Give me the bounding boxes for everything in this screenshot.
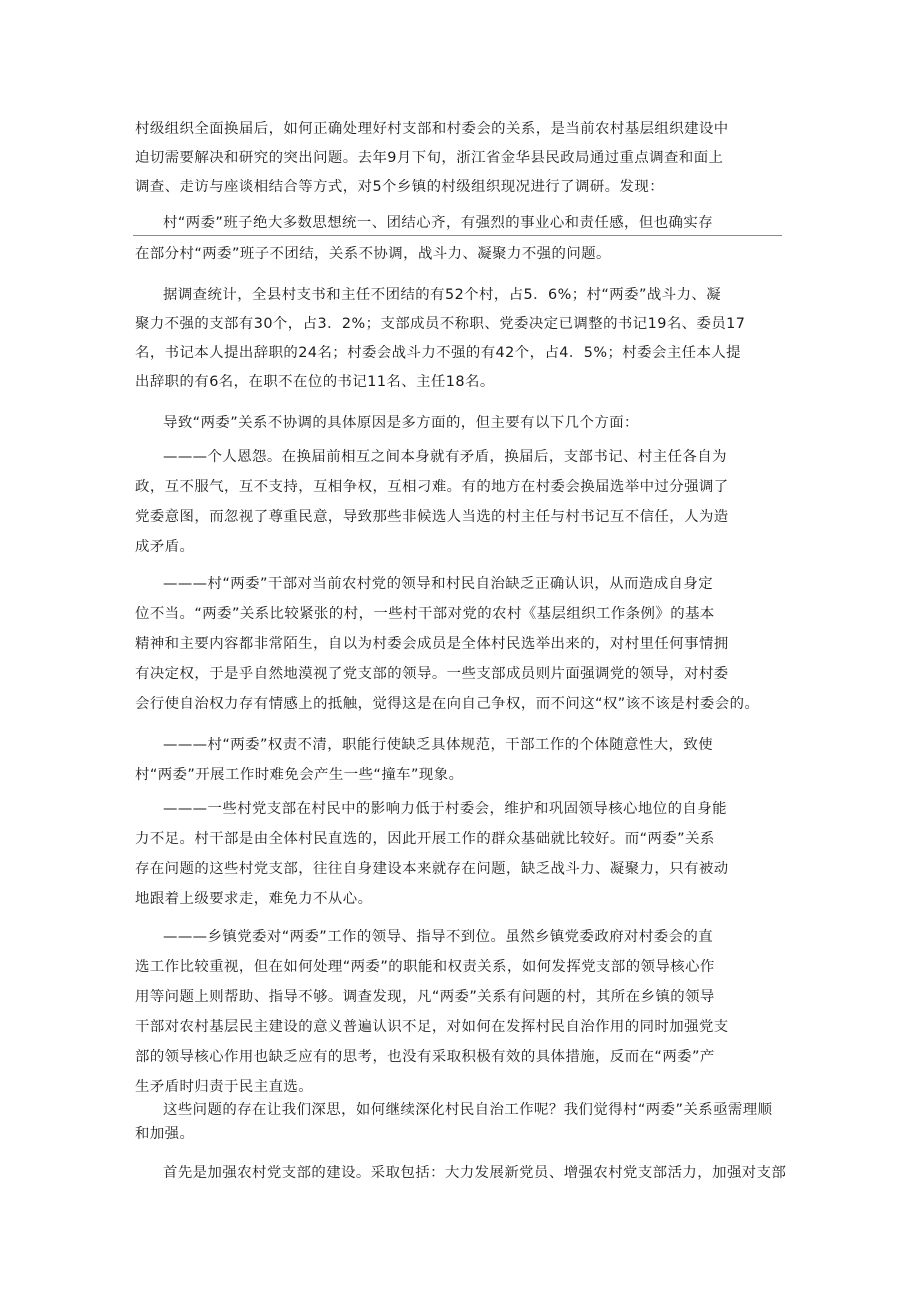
paragraph-line: 和加强。: [135, 1126, 195, 1142]
paragraph-line: 地跟着上级要求走，难免力不从心。: [135, 891, 373, 907]
paragraph-line: ———一些村党支部在村民中的影响力低于村委会，维护和巩固领导核心地位的自身能: [163, 801, 727, 817]
paragraph-line: 在部分村“两委”班子不团结，关系不协调，战斗力、凝聚力不强的问题。: [135, 246, 611, 262]
paragraph-line: 村“两委”班子绝大多数思想统一、团结心齐，有强烈的事业心和责任感，但也确实存: [163, 215, 714, 231]
paragraph-line: 选工作比较重视，但在如何处理“两委”的职能和权责关系，如何发挥党支部的领导核心作: [135, 959, 715, 975]
paragraph-line: 首先是加强农村党支部的建设。采取包括：大力发展新党员、增强农村党支部活力，加强对支部: [163, 1165, 787, 1181]
paragraph-line: 迫切需要解决和研究的突出问题。去年9月下旬，浙江省金华县民政局通过重点调查和面上: [135, 150, 724, 166]
paragraph-line: 会行使自治权力存有情感上的抵触，觉得这是在向自己争权，而不问这“权”该不该是村委会的。: [135, 696, 760, 712]
paragraph-line: 有决定权，于是乎自然地漠视了党支部的领导。一些支部成员则片面强调党的领导，对村委: [135, 666, 729, 682]
paragraph-line: 干部对农村基层民主建设的意义普遍认识不足，对如何在发挥村民自治作用的同时加强党支: [135, 1019, 729, 1035]
paragraph-line: 生矛盾时归责于民主直选。: [135, 1079, 314, 1095]
horizontal-rule: [133, 235, 782, 236]
paragraph-line: 用等问题上则帮助、指导不够。调查发现，凡“两委”关系有问题的村，其所在乡镇的领导: [135, 989, 715, 1005]
paragraph-line: 村“两委”开展工作时难免会产生一些“撞车”现象。: [135, 767, 464, 783]
paragraph-line: 力不足。村干部是由全体村民直选的，因此开展工作的群众基础就比较好。而“两委”关系: [135, 831, 715, 847]
paragraph-line: 聚力不强的支部有30个，占3．2%；支部成员不称职、党委决定已调整的书记19名、委员17: [135, 316, 746, 332]
paragraph-line: ———村“两委”干部对当前农村党的领导和村民自治缺乏正确认识，从而造成自身定: [163, 576, 714, 592]
paragraph-line: 村级组织全面换届后，如何正确处理好村支部和村委会的关系，是当前农村基层组织建设中: [135, 121, 729, 137]
paragraph-line: 精神和主要内容都非常陌生，自以为村委会成员是全体村民选举出来的，对村里任何事情拥: [135, 636, 729, 652]
paragraph-line: 出辞职的有6名，在职不在位的书记11名、主任18名。: [135, 374, 495, 390]
paragraph-line: 名，书记本人提出辞职的24名；村委会战斗力不强的有42个，占4．5%；村委会主任本人提: [135, 345, 742, 361]
paragraph-line: ———乡镇党委对“两委”工作的领导、指导不到位。虽然乡镇党委政府对村委会的直: [163, 929, 714, 945]
paragraph-line: 部的领导核心作用也缺乏应有的思考，也没有采取积极有效的具体措施，反而在“两委”产: [135, 1049, 715, 1065]
paragraph-line: 这些问题的存在让我们深思，如何继续深化村民自治工作呢？我们觉得村“两委”关系亟需理顺: [163, 1102, 773, 1118]
paragraph-line: 调查、走访与座谈相结合等方式，对5个乡镇的村级组织现况进行了调研。发现：: [135, 179, 665, 195]
paragraph-line: 成矛盾。: [135, 539, 195, 555]
paragraph-line: ———村“两委”权责不清，职能行使缺乏具体规范，干部工作的个体随意性大，致使: [163, 737, 714, 753]
paragraph-line: 存在问题的这些村党支部，往往自身建设本来就存在问题，缺乏战斗力、凝聚力，只有被动: [135, 861, 729, 877]
paragraph-line: 政，互不服气，互不支持，互相争权，互相刁难。有的地方在村委会换届选举中过分强调了: [135, 479, 729, 495]
paragraph-line: ———个人恩怨。在换届前相互之间本身就有矛盾，换届后，支部书记、村主任各自为: [163, 449, 727, 465]
paragraph-line: 位不当。“两委”关系比较紧张的村，一些村干部对党的农村《基层组织工作条例》的基本: [135, 606, 715, 622]
paragraph-line: 党委意图，而忽视了尊重民意，导致那些非候选人当选的村主任与村书记互不信任，人为造: [135, 509, 729, 525]
paragraph-line: 导致“两委”关系不协调的具体原因是多方面的，但主要有以下几个方面：: [163, 415, 639, 431]
paragraph-line: 据调查统计，全县村支书和主任不团结的有52个村，占5．6%；村“两委”战斗力、凝: [163, 287, 722, 303]
